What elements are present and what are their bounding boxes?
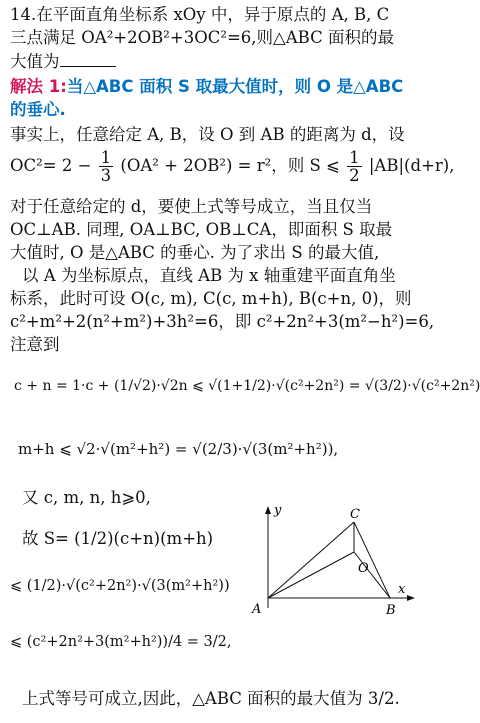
solution-paragraph-5: 大值时, O 是△ABC 的垂心. 为了求出 S 的最大值, [10,243,380,262]
x-axis-arrow-icon [407,595,415,601]
equation-oc-mid: (OA² + 2OB²) = r²，则 S ⩽ [120,156,340,175]
problem-line-2: 三点满足 OA²+2OB²+3OC²=6,则△ABC 面积的最 [10,28,394,47]
y-axis-arrow-icon [265,506,271,514]
solution-paragraph-1: 事实上，任意给定 A, B，设 O 到 AB 的距离为 d，设 [10,125,405,144]
conclusion-line: 上式等号可成立,因此，△ABC 面积的最大值为 3/2. [22,689,400,708]
inequality-step-1: ⩽ (1/2)·√(c²+2n²)·√(3(m²+h²)) [10,578,230,594]
fraction-one-half: $\frac{1}{2}$ [349,148,360,185]
point-a-label: A [252,602,262,617]
solution-paragraph-3: 对于任意给定的 d，要使上式等号成立，当且仅当 [10,197,373,216]
point-b-label: B [386,603,396,618]
inequality-cauchy-1: c + n = 1·c + (1/√2)·√2n ⩽ √(1+1/2)·√(c²+2n²) = √(3/2)·√(c²+2n²) [14,378,480,394]
x-axis-label: x [398,582,406,597]
solution-heading-b: 的垂心. [10,100,66,119]
problem-line-3 [10,50,116,73]
solution-paragraph-11: 故 S= (1/2)(c+n)(m+h) [22,529,214,548]
coordinate-figure [250,500,420,630]
problem-line-3-text: 大值为 [10,52,60,71]
point-o-label: O [358,561,369,576]
conclusion-text: 上式等号可成立,因此，△ABC 面积的最大值为 [22,689,363,708]
point-c-label: C [350,507,360,522]
solution-paragraph-7: 标系，此时可设 O(c, m), C(c, m+h), B(c+n, 0)，则 [10,289,412,308]
equation-oc [10,149,454,184]
final-answer: 3/2 [367,689,395,708]
segment-ac [268,522,354,598]
inequality-cauchy-2: m+h ⩽ √2·√(m²+h²) = √(2/3)·√(3(m²+h²)), [18,440,339,458]
solution-paragraph-6: 以 A 为坐标原点，直线 AB 为 x 轴重建平面直角坐 [22,266,396,285]
segment-cb [354,522,390,598]
solution-paragraph-10: 又 c, m, n, h⩾0, [22,488,151,507]
segment-ao [268,552,354,598]
problem-line-1: 14.在平面直角坐标系 xOy 中，异于原点的 A, B, C [10,5,390,24]
y-axis-label: y [274,503,282,518]
solution-paragraph-9: 注意到 [10,335,60,354]
solution-paragraph-8: c²+m²+2(n²+m²)+3h²=6，即 c²+2n²+3(m²−h²)=6, [10,312,435,331]
equation-oc-suffix: |AB|(d+r), [368,156,455,175]
solution-paragraph-4: OC⊥AB. 同理, OA⊥BC, OB⊥CA，即面积 S 取最 [10,220,393,239]
fraction-one-third: $\frac{1}{3}$ [100,148,112,185]
solution-heading-a [10,76,403,98]
answer-blank [60,50,116,67]
method-label: 解法 1: [10,77,67,96]
inequality-step-2: ⩽ (c²+2n²+3(m²+h²))/4 = 3/2, [10,634,232,650]
solution-heading-text: 当△ABC 面积 S 取最大值时，则 O 是△ABC [66,77,404,96]
equation-oc-prefix: OC²= 2 − [10,156,92,175]
